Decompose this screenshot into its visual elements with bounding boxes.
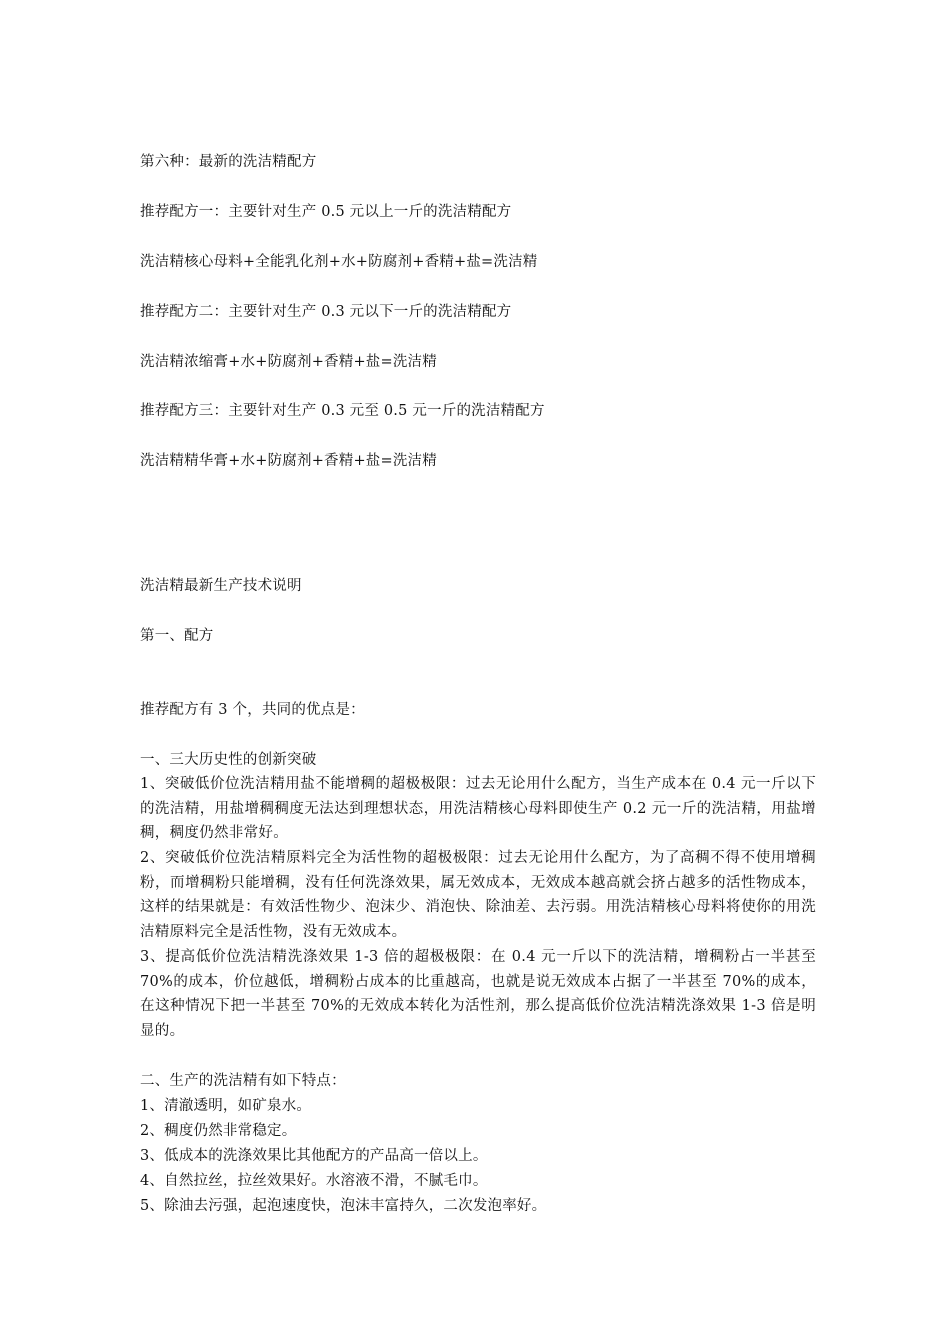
section-title: 第六种：最新的洗洁精配方	[140, 154, 317, 170]
heading-features: 二、生产的洗洁精有如下特点：	[140, 1073, 346, 1089]
tech-section-title: 洗洁精最新生产技术说明	[140, 578, 302, 594]
formula1-title: 推荐配方一：主要针对生产 0.5 元以上一斤的洗洁精配方	[140, 204, 512, 220]
innovation-item-3: 3、提高低价位洗洁精洗涤效果 1-3 倍的超极极限：在 0.4 元一斤以下的洗洁精，增稠粉占一半甚至 70%的成本，价位越低，增稠粉占成本的比重越高，也就是说无效成本占据了一半甚至 70%的成本，在这种情况下把一半甚至 70%的无效成本转化为活性剂，那么提高低价位洗洁精洗涤效果 1-3 倍是明显的。	[140, 949, 816, 1039]
formula3-recipe: 洗洁精精华膏+水+防腐剂+香精+盐=洗洁精	[140, 453, 437, 469]
part1-heading: 第一、配方	[140, 628, 214, 644]
formula3-title: 推荐配方三：主要针对生产 0.3 元至 0.5 元一斤的洗洁精配方	[140, 403, 545, 419]
formula2-title: 推荐配方二：主要针对生产 0.3 元以下一斤的洗洁精配方	[140, 304, 512, 320]
innovation-item-2: 2、突破低价位洗洁精原料完全为活性物的超极极限：过去无论用什么配方，为了高稠不得不使用增稠粉，而增稠粉只能增稠，没有任何洗涤效果，属无效成本，无效成本越高就会挤占越多的活性物成本，这样的结果就是：有效活性物少、泡沫少、消泡快、除油差、去污弱。用洗洁精核心母料将使你的用洗洁精原料完全是活性物，没有无效成本。	[140, 850, 816, 940]
feature-item-4: 4、自然拉丝，拉丝效果好。水溶液不滑，不腻毛巾。	[140, 1173, 488, 1189]
formula1-recipe: 洗洁精核心母料+全能乳化剂+水+防腐剂+香精+盐=洗洁精	[140, 254, 538, 270]
heading-innovations: 一、三大历史性的创新突破	[140, 752, 317, 768]
intro-text: 推荐配方有 3 个，共同的优点是：	[140, 702, 365, 718]
innovation-item-1: 1、突破低价位洗洁精用盐不能增稠的超极极限：过去无论用什么配方，当生产成本在 0.4 元一斤以下的洗洁精，用盐增稠稠度无法达到理想状态，用洗洁精核心母料即使生产 0.2 元一斤的洗洁精，用盐增稠，稠度仍然非常好。	[140, 776, 816, 842]
formula2-recipe: 洗洁精浓缩膏+水+防腐剂+香精+盐=洗洁精	[140, 354, 437, 370]
feature-item-1: 1、清澈透明，如矿泉水。	[140, 1098, 312, 1114]
feature-item-3: 3、低成本的洗涤效果比其他配方的产品高一倍以上。	[140, 1148, 488, 1164]
feature-item-2: 2、稠度仍然非常稳定。	[140, 1123, 297, 1139]
feature-item-5: 5、除油去污强，起泡速度快，泡沫丰富持久，二次发泡率好。	[140, 1198, 547, 1214]
